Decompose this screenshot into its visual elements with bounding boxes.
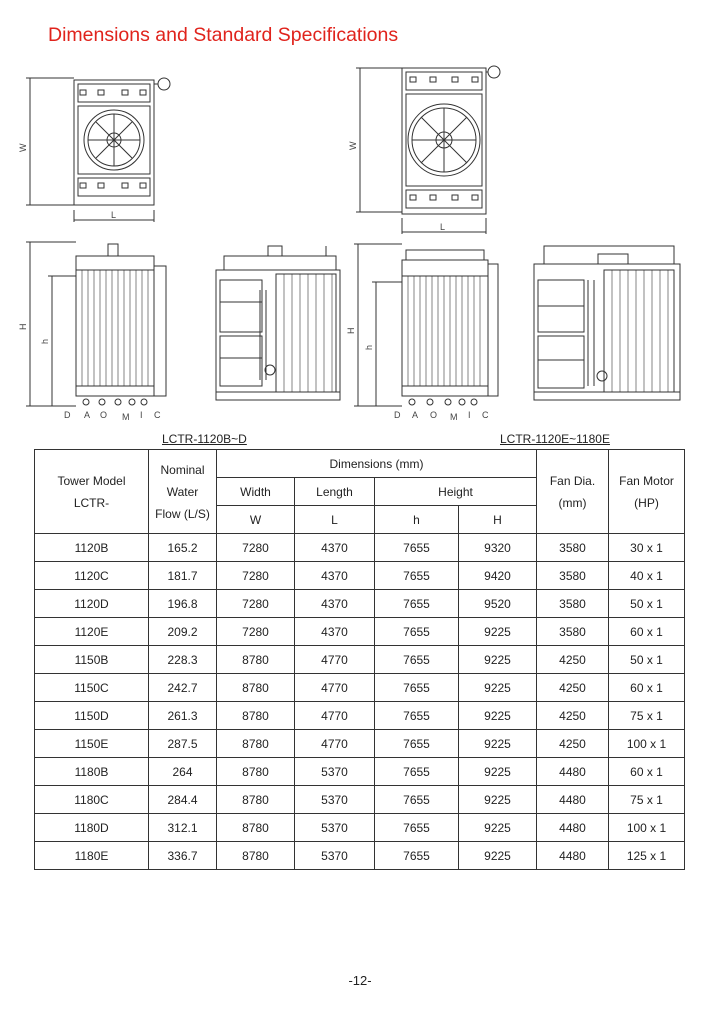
conn-label-a-2: A	[412, 410, 419, 420]
cell-length: 5370	[295, 814, 375, 842]
cell-width: 8780	[217, 758, 295, 786]
cell-height-H: 9420	[459, 562, 537, 590]
cell-length: 5370	[295, 786, 375, 814]
cell-model: 1120E	[35, 618, 149, 646]
cell-length: 4370	[295, 618, 375, 646]
cell-flow: 287.5	[149, 730, 217, 758]
cell-length: 4370	[295, 534, 375, 562]
cell-height-h: 7655	[375, 618, 459, 646]
cell-flow: 312.1	[149, 814, 217, 842]
cell-length: 5370	[295, 758, 375, 786]
cell-model: 1150E	[35, 730, 149, 758]
cell-height-H: 9225	[459, 814, 537, 842]
plan-view-1120b-d	[18, 70, 188, 235]
cell-fan-motor: 100 x 1	[609, 730, 685, 758]
header-tower-model-line2: LCTR-	[73, 495, 110, 510]
cell-flow: 336.7	[149, 842, 217, 870]
cell-fan-dia: 4480	[537, 842, 609, 870]
table-row	[35, 562, 685, 590]
cell-width: 8780	[217, 730, 295, 758]
cell-height-h: 7655	[375, 590, 459, 618]
cell-fan-dia: 4480	[537, 758, 609, 786]
cell-fan-motor: 60 x 1	[609, 674, 685, 702]
cell-width: 8780	[217, 786, 295, 814]
cell-flow: 165.2	[149, 534, 217, 562]
cell-length: 4770	[295, 646, 375, 674]
table-row	[35, 814, 685, 842]
cell-length: 4770	[295, 702, 375, 730]
header-fan-motor-line2: (HP)	[634, 495, 659, 510]
header-w: W	[217, 506, 295, 534]
header-fan-dia-line1: Fan Dia.	[549, 473, 596, 488]
conn-label-m-2: M	[450, 412, 458, 422]
cell-fan-dia: 4250	[537, 702, 609, 730]
cell-height-H: 9225	[459, 758, 537, 786]
cell-fan-motor: 50 x 1	[609, 590, 685, 618]
cell-height-h: 7655	[375, 562, 459, 590]
cell-model: 1180C	[35, 786, 149, 814]
cell-width: 8780	[217, 646, 295, 674]
header-water-flow-line1: Nominal	[160, 462, 205, 477]
side-elevation-1120e-1180e	[528, 240, 688, 410]
cell-model: 1180E	[35, 842, 149, 870]
specifications-table	[34, 449, 685, 870]
plan-view-1120e-1180e	[346, 62, 516, 240]
cell-height-H: 9225	[459, 618, 537, 646]
cell-height-H: 9225	[459, 646, 537, 674]
cell-flow: 264	[149, 758, 217, 786]
cell-fan-motor: 60 x 1	[609, 758, 685, 786]
cell-flow: 209.2	[149, 618, 217, 646]
table-row	[35, 618, 685, 646]
cell-width: 7280	[217, 562, 295, 590]
cell-width: 8780	[217, 842, 295, 870]
cell-fan-dia: 4250	[537, 674, 609, 702]
cell-model: 1120D	[35, 590, 149, 618]
cell-model: 1180B	[35, 758, 149, 786]
header-fan-dia	[537, 450, 609, 534]
cell-fan-motor: 60 x 1	[609, 618, 685, 646]
table-body	[35, 534, 685, 870]
cell-width: 8780	[217, 814, 295, 842]
dim-w-label-2: W	[348, 141, 358, 150]
cell-fan-motor: 75 x 1	[609, 702, 685, 730]
cell-width: 8780	[217, 702, 295, 730]
cell-height-H: 9520	[459, 590, 537, 618]
dim-w-label: W	[18, 143, 28, 152]
cell-model: 1180D	[35, 814, 149, 842]
dim-l-label: L	[111, 210, 117, 220]
cell-flow: 228.3	[149, 646, 217, 674]
cell-height-h: 7655	[375, 534, 459, 562]
cell-flow: 181.7	[149, 562, 217, 590]
header-fan-motor-line1: Fan Motor	[619, 473, 674, 488]
table-row	[35, 786, 685, 814]
cell-length: 4370	[295, 562, 375, 590]
cell-height-h: 7655	[375, 730, 459, 758]
header-water-flow-line2: Water	[166, 484, 199, 499]
cell-height-H: 9225	[459, 674, 537, 702]
header-h-small: h	[375, 506, 459, 534]
cell-height-h: 7655	[375, 646, 459, 674]
cell-height-h: 7655	[375, 702, 459, 730]
cell-width: 7280	[217, 590, 295, 618]
conn-label-m: M	[122, 412, 130, 422]
header-tower-model	[35, 450, 149, 534]
dim-l-label-2: L	[440, 222, 446, 232]
cell-model: 1120B	[35, 534, 149, 562]
cell-model: 1150C	[35, 674, 149, 702]
cell-height-h: 7655	[375, 674, 459, 702]
header-fan-dia-line2: (mm)	[558, 495, 587, 510]
cell-length: 4770	[295, 674, 375, 702]
cell-length: 4770	[295, 730, 375, 758]
conn-label-o: O	[100, 410, 108, 420]
header-dimensions: Dimensions (mm)	[217, 450, 537, 478]
side-elevation-1120b-d	[206, 240, 356, 410]
conn-label-c-2: C	[482, 410, 489, 420]
table-row	[35, 534, 685, 562]
header-height: Height	[375, 478, 537, 506]
table-row	[35, 590, 685, 618]
cell-height-H: 9225	[459, 842, 537, 870]
cell-fan-dia: 4250	[537, 730, 609, 758]
page-title: Dimensions and Standard Specifications	[48, 24, 399, 46]
header-water-flow	[149, 450, 217, 534]
conn-label-o-2: O	[430, 410, 438, 420]
table-row	[35, 842, 685, 870]
table-row	[35, 646, 685, 674]
caption-1120e-1180e: LCTR-1120E~1180E	[500, 432, 610, 446]
table-row	[35, 674, 685, 702]
cell-model: 1150D	[35, 702, 149, 730]
cell-model: 1150B	[35, 646, 149, 674]
conn-label-a: A	[84, 410, 91, 420]
cell-height-h: 7655	[375, 758, 459, 786]
cell-fan-motor: 75 x 1	[609, 786, 685, 814]
header-tower-model-line1: Tower Model	[57, 473, 126, 488]
dim-h-label: H	[18, 323, 28, 330]
cell-length: 4370	[295, 590, 375, 618]
cell-height-h: 7655	[375, 814, 459, 842]
dim-h-small-label-2: h	[364, 344, 374, 350]
cell-fan-motor: 30 x 1	[609, 534, 685, 562]
cell-fan-motor: 50 x 1	[609, 646, 685, 674]
cell-fan-dia: 3580	[537, 590, 609, 618]
cell-fan-dia: 4250	[537, 646, 609, 674]
table-header	[35, 450, 685, 534]
dim-h-label-2: H	[346, 327, 356, 334]
front-elevation-1120e-1180e	[346, 236, 506, 424]
dim-h-small-label: h	[40, 338, 50, 344]
cell-fan-dia: 4480	[537, 814, 609, 842]
cell-height-h: 7655	[375, 786, 459, 814]
table-row	[35, 730, 685, 758]
header-fan-motor	[609, 450, 685, 534]
cell-fan-dia: 3580	[537, 534, 609, 562]
conn-label-i-2: I	[468, 410, 471, 420]
cell-fan-dia: 3580	[537, 562, 609, 590]
conn-label-c: C	[154, 410, 161, 420]
header-l: L	[295, 506, 375, 534]
conn-label-d-2: D	[394, 410, 401, 420]
header-length: Length	[295, 478, 375, 506]
page-number: -12-	[348, 973, 372, 988]
cell-fan-dia: 4480	[537, 786, 609, 814]
cell-width: 8780	[217, 674, 295, 702]
header-h-big: H	[459, 506, 537, 534]
cell-height-H: 9320	[459, 534, 537, 562]
front-elevation-1120b-d	[18, 236, 188, 424]
table-row	[35, 758, 685, 786]
conn-label-d: D	[64, 410, 71, 420]
cell-fan-motor: 125 x 1	[609, 842, 685, 870]
cell-height-H: 9225	[459, 702, 537, 730]
table-row	[35, 702, 685, 730]
cell-width: 7280	[217, 534, 295, 562]
header-width: Width	[217, 478, 295, 506]
header-water-flow-line3: Flow (L/S)	[155, 506, 210, 521]
cell-fan-motor: 40 x 1	[609, 562, 685, 590]
cell-length: 5370	[295, 842, 375, 870]
cell-model: 1120C	[35, 562, 149, 590]
cell-fan-motor: 100 x 1	[609, 814, 685, 842]
cell-height-h: 7655	[375, 842, 459, 870]
cell-flow: 284.4	[149, 786, 217, 814]
cell-flow: 196.8	[149, 590, 217, 618]
cell-flow: 242.7	[149, 674, 217, 702]
cell-height-H: 9225	[459, 786, 537, 814]
cell-height-H: 9225	[459, 730, 537, 758]
cell-fan-dia: 3580	[537, 618, 609, 646]
caption-1120b-d: LCTR-1120B~D	[162, 432, 247, 446]
cell-flow: 261.3	[149, 702, 217, 730]
conn-label-i: I	[140, 410, 143, 420]
cell-width: 7280	[217, 618, 295, 646]
